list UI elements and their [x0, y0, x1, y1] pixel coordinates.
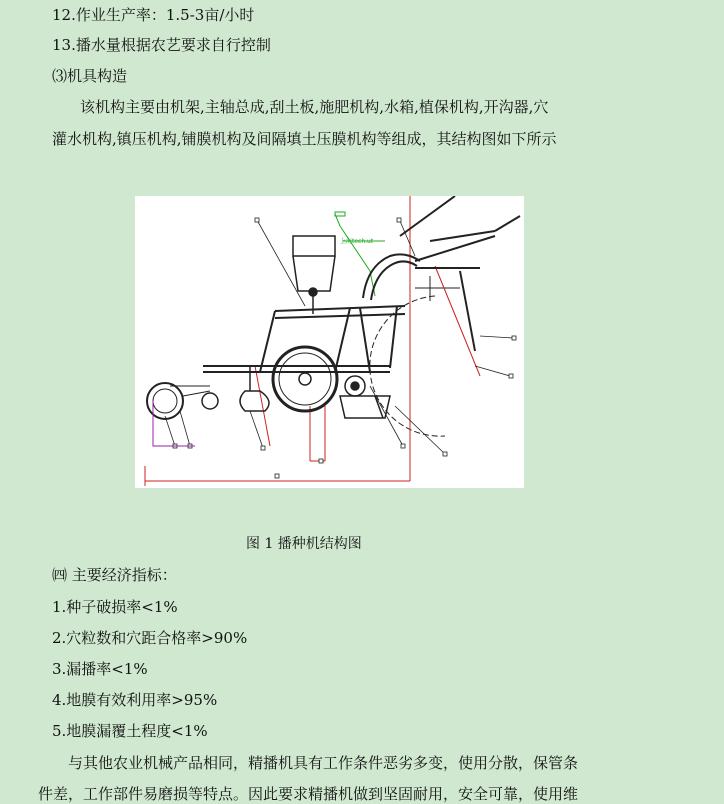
- spec-line-13: 13.播水量根据农艺要求自行控制: [52, 36, 271, 54]
- green-label: 上海tech.ut: [340, 238, 374, 245]
- indicator-item-5: 5.地膜漏覆土程度<1%: [52, 722, 208, 740]
- seeder-structure-diagram: [135, 196, 524, 488]
- figure-caption: 图 1 播种机结构图: [246, 536, 362, 552]
- structure-paragraph-line-1: 该机构主要由机架,主轴总成,刮土板,施肥机构,水箱,植保机构,开沟器,穴: [80, 98, 549, 116]
- spec-line-12: 12.作业生产率：1.5-3亩/小时: [52, 6, 255, 24]
- green-annotation-curve: [335, 214, 375, 296]
- indicator-item-1: 1.种子破损率<1%: [52, 598, 178, 616]
- front-disc: [147, 383, 183, 419]
- diagram-drawing: [135, 196, 524, 488]
- section-heading-indicators: ㈣ 主要经济指标：: [52, 566, 177, 584]
- indicator-item-2: 2.穴粒数和穴距合格率>90%: [52, 629, 248, 647]
- purple-annotation: [153, 401, 195, 446]
- closing-paragraph-line-2: 件差，工作部件易磨损等特点。因此要求精播机做到坚固耐用，安全可靠，使用维: [38, 785, 579, 803]
- section-heading-structure: ⑶机具构造: [52, 67, 128, 85]
- hopper-body: [293, 256, 335, 291]
- leader-line: [257, 220, 305, 306]
- opener-shoe: [240, 391, 269, 411]
- hopper-top: [293, 236, 335, 256]
- linkage-arm: [415, 236, 495, 261]
- structure-paragraph-line-2: 灌水机构,镇压机构,铺膜机构及间隔填土压膜机构等组成，其结构图如下所示: [52, 130, 557, 148]
- indicator-item-3: 3.漏播率<1%: [52, 660, 148, 678]
- red-diagonal-line: [435, 266, 480, 376]
- closing-paragraph-line-1: 与其他农业机械产品相同，精播机具有工作条件恶劣多变，使用分散，保管条: [68, 754, 579, 772]
- water-pipe: [363, 254, 420, 298]
- main-wheel: [273, 347, 337, 411]
- upper-beam: [275, 306, 405, 311]
- indicator-item-4: 4.地膜有效利用率>95%: [52, 691, 218, 709]
